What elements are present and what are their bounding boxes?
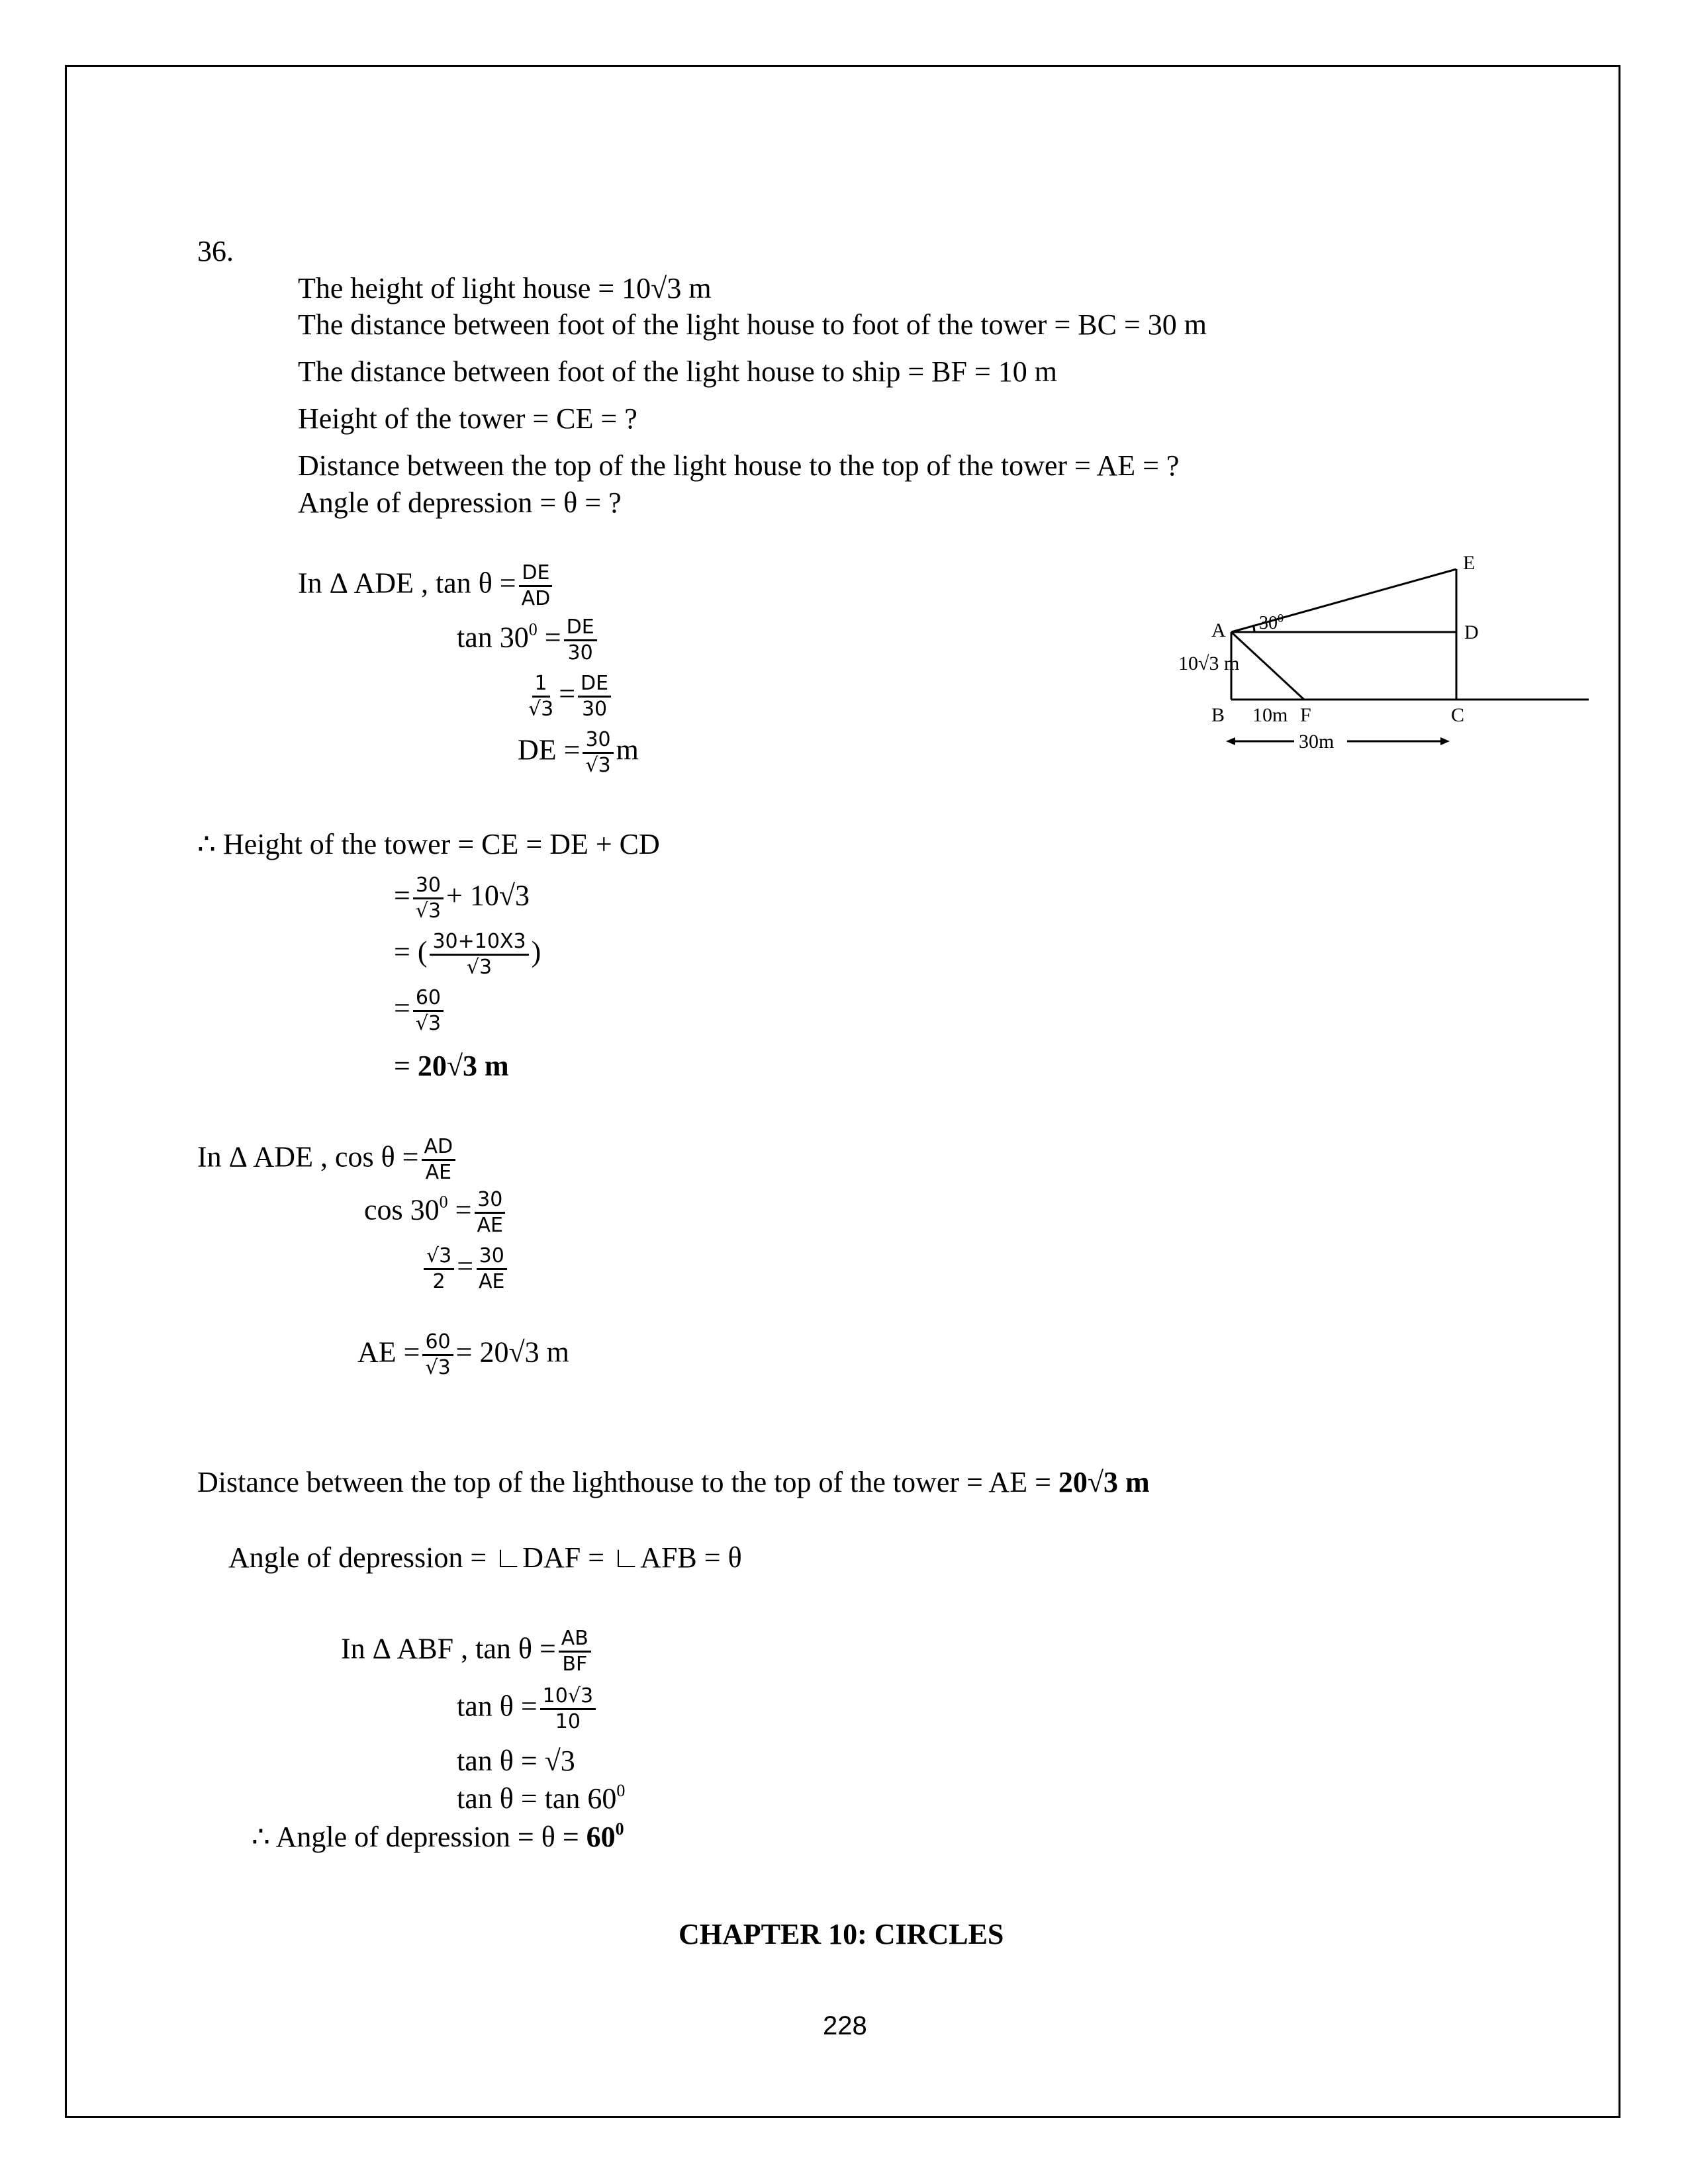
- label-b: B: [1211, 704, 1225, 726]
- chapter-heading: CHAPTER 10: CIRCLES: [679, 1918, 1004, 1950]
- step3-conclusion: ∴ Angle of depression = $\theta = 60^0$: [252, 1819, 624, 1853]
- question-number: 36.: [197, 235, 234, 267]
- arrow-left: [1226, 737, 1235, 745]
- tower-line-2: = $\frac{30}{√3}$ + 10√3: [394, 874, 530, 923]
- angle-definition: Angle of depression = ∟DAF = ∟AFB = θ: [228, 1541, 742, 1574]
- step1-line-b: $\tan 30^0$ = $\frac{DE}{30}$: [457, 615, 600, 665]
- lighthouse-diagram: [1165, 549, 1589, 827]
- step2-line-c: $\frac{√3}{2}$ = $\frac{30}{AE}$: [421, 1244, 510, 1294]
- step1-line-c: $\frac{1}{√3}$ = $\frac{DE}{30}$: [523, 672, 614, 721]
- step2-line-b: $\cos 30^0$ = $\frac{30}{AE}$: [364, 1188, 508, 1238]
- step1-line-d: DE = $\frac{30}{√3}$ m: [518, 728, 639, 777]
- label-c: C: [1451, 704, 1465, 726]
- label-bf: 10m: [1252, 704, 1288, 726]
- tower-line-3: = ( $\frac{30+10X3}{√3}$ ): [394, 930, 541, 979]
- arrow-right: [1440, 737, 1450, 745]
- step2-line-a: In Δ ADE , cos θ = $\frac{AD}{AE}$: [197, 1135, 458, 1185]
- label-e: E: [1463, 552, 1476, 574]
- step3-line-c: tan θ = √3: [457, 1745, 575, 1777]
- tower-line-5: = 20√3 m: [394, 1050, 509, 1082]
- given-height: The height of light house = 10√3 m: [298, 272, 712, 304]
- step3-line-b: tan θ = $\frac{10√3}{10}$: [457, 1684, 598, 1734]
- label-d: D: [1464, 621, 1479, 643]
- label-f: F: [1300, 704, 1311, 726]
- step3-line-a: In Δ ABF , tan θ = $\frac{AB}{BF}$: [341, 1627, 594, 1676]
- step2-line-d: AE = $\frac{60}{√3}$ = 20√3 m: [357, 1330, 569, 1379]
- given-bc: The distance between foot of the light house to foot of the tower = BC = 30 m: [298, 308, 1207, 341]
- given-bf: The distance between foot of the light house to ship = BF = 10 m: [298, 355, 1058, 388]
- step3-line-d: $\tan \theta = \tan 60^0$: [457, 1781, 626, 1815]
- tower-line-4: = $\frac{60}{√3}$: [394, 986, 446, 1036]
- given-angle: Angle of depression = θ = ?: [298, 486, 622, 519]
- label-angle: $30^0$: [1259, 612, 1284, 633]
- given-ae: Distance between the top of the light house to the top of the tower = AE = ?: [298, 449, 1180, 482]
- tower-line-1: ∴ Height of the tower = CE = DE + CD: [197, 828, 660, 860]
- ae-conclusion: Distance between the top of the lighthouse to the top of the tower = AE = 20√3 m: [197, 1466, 1150, 1498]
- given-ce: Height of the tower = CE = ?: [298, 402, 637, 435]
- label-a: A: [1211, 619, 1226, 641]
- label-height: 10√3 m: [1178, 653, 1240, 674]
- angle-arc: [1253, 625, 1254, 632]
- page-number: 228: [823, 2011, 867, 2040]
- line-af: [1231, 632, 1304, 700]
- step1-line-a: In Δ ADE , tan θ = $\frac{DE}{AD}$: [298, 561, 555, 611]
- label-bc: 30m: [1299, 731, 1335, 752]
